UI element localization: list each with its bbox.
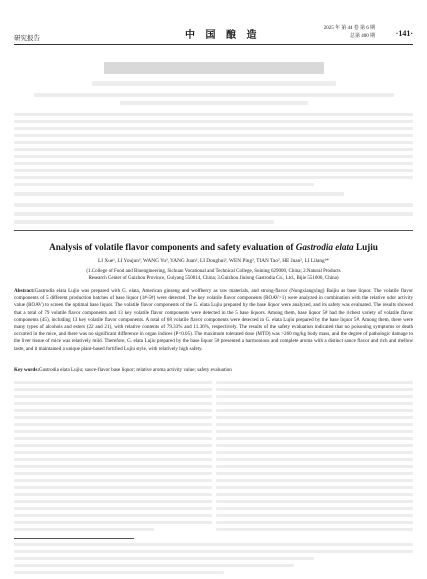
chinese-title xyxy=(104,62,324,74)
issue-total: 总第 400 期 xyxy=(349,34,375,39)
affiliation-line: (1.College of Food and Bioengineering, Sichuan Vocational and Technical College, Suining 629000, China; 2.Natural Products xyxy=(86,269,341,274)
english-affiliation xyxy=(14,268,413,282)
english-title: Analysis of volatile flavor components and safety evaluation of Gastrodia elata Lujiu xyxy=(49,242,378,252)
section-rule xyxy=(14,230,413,231)
keywords-body: Gastrodia elata Lujiu; sauce-flavor base liquor; relative aroma activity value; safety evaluation xyxy=(39,367,232,373)
page-number: ·141· xyxy=(395,29,413,38)
header-rule xyxy=(14,44,413,45)
section-label: 研究报告 xyxy=(14,35,40,42)
journal-name: 中 国 酿 造 xyxy=(185,30,261,41)
chinese-affiliation-line xyxy=(34,93,394,97)
issue-volume: 2025 年 第 44 卷 第 6 期 xyxy=(323,26,375,31)
english-abstract xyxy=(14,288,413,353)
abstract-label: Abstract: xyxy=(14,288,35,294)
chinese-keywords xyxy=(14,192,344,196)
issue-info xyxy=(324,25,375,41)
footnote-rule xyxy=(14,538,134,539)
chinese-authors xyxy=(92,81,336,86)
english-keywords xyxy=(14,367,413,374)
abstract-body: Gastrodia elata Lujiu was prepared with G. elata, American ginseng and wolfberry as raw materials, and strong-flavor (Nongxiangxing) Baijiu as base liquor. The volatile flavor components of 5 different production batches of base liquor (1#-5#) were detected. The key volatile flavor components (ROAV>1) were analyzed in combination with the relative odor activity value (ROAV) to screen the optimal base liquor. The volatile flavor components of the G. elata Lujiu prepared by the base liquor were analyzed, and its safety was evaluated. The results showed that a total of 79 volatile flavor components and 13 key volatile flavor components were detected in the 5 base liquors. Among them, base liquor 5# had the richest variety of volatile flavor components (45), including 13 key volatile flavor components. A total of 68 volatile flavor components were detected in G. elata Lujiu prepared by the base liquor 5#. Among them, there were many types of alcohols and esters (22 and 21), with relative contents of 79.33% and 11.36%, respectively. The results of the safety evaluation indicated that no poisoning symptoms or death occurred in the mice, and there was no significant difference in organ indices (P<0.05). The maximum tolerated dose (MTD) was >260 mg/kg body mass, and the degree of pathologic damage to the liver tissue of mice was relatively mild. Therefore, G. elata Lujiu prepared by the base liquor 5# presented a harmonious and complete aroma with a distinct sauce flavor and rich and mellow taste, and it maintained a unique plant-based fortified Lujiu style, with relatively high safety. xyxy=(14,288,413,352)
english-authors: LI Xue¹, LI Youjun³, WANG Yu³, YANG Juan², LI Donghui², WEN Ping², TIAN Tao², HE Juan², LI Lilang²* xyxy=(98,258,329,264)
affiliation-line: Research Center of Guizhou Province, Guiyang 550014, China; 3.Guizhou Jiulong Gastrodia Co., Ltd., Bijie 551600, China) xyxy=(88,276,339,281)
keywords-label: Key words: xyxy=(14,367,40,373)
chinese-affiliation-line xyxy=(120,101,308,105)
